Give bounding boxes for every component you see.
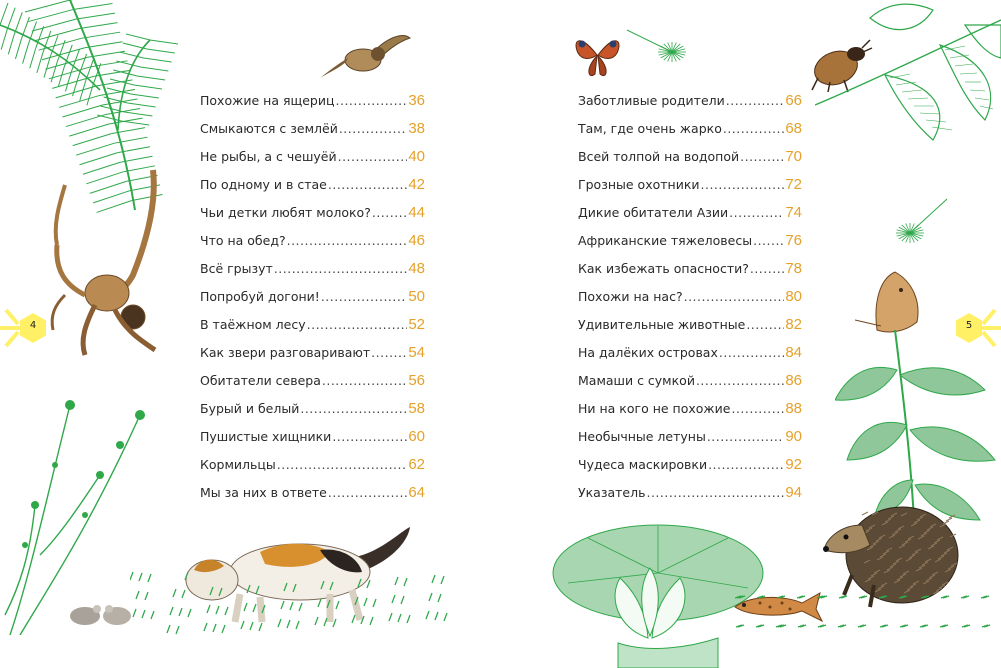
toc-right-column	[578, 92, 802, 512]
peacock-butterfly-illustration	[570, 28, 625, 83]
toc-leader-dots	[707, 429, 785, 444]
toc-entry	[578, 344, 802, 372]
toc-entry	[200, 232, 425, 260]
dandelion-seed-right	[885, 195, 955, 255]
toc-entry-page: 94	[785, 484, 802, 501]
toc-entry-page: 92	[785, 456, 802, 473]
toc-entry-title: Кормильцы	[200, 457, 276, 472]
toc-entry-page: 62	[408, 456, 425, 473]
toc-leader-dots	[723, 121, 784, 136]
toc-leader-dots	[729, 205, 784, 220]
toc-entry-page: 90	[785, 428, 802, 445]
toc-entry	[200, 148, 425, 176]
toc-entry-title: Попробуй догони!	[200, 289, 320, 304]
grass-strokes-right	[735, 590, 1001, 660]
page-number-badge-left	[20, 313, 46, 343]
toc-entry-page: 46	[408, 232, 425, 249]
toc-entry-page: 58	[408, 400, 425, 417]
toc-entry-title: Пушистые хищники	[200, 429, 332, 444]
toc-entry-title: Не рыбы, а с чешуёй	[200, 149, 337, 164]
toc-entry	[200, 260, 425, 288]
toc-entry	[200, 372, 425, 400]
toc-leader-dots	[731, 401, 784, 416]
toc-entry-title: В таёжном лесу	[200, 317, 306, 332]
toc-entry-page: 86	[785, 372, 802, 389]
toc-entry-page: 70	[785, 148, 802, 165]
toc-leader-dots	[338, 149, 408, 164]
toc-entry-title: Как избежать опасности?	[578, 261, 749, 276]
toc-entry	[578, 176, 802, 204]
toc-entry	[578, 456, 802, 484]
toc-leader-dots	[371, 345, 407, 360]
toc-entry	[200, 344, 425, 372]
toc-entry-title: Удивительные животные	[578, 317, 746, 332]
toc-entry	[200, 316, 425, 344]
toc-leader-dots	[336, 93, 408, 108]
toc-leader-dots	[684, 289, 785, 304]
sparrow-illustration	[318, 32, 413, 82]
toc-entry-title: Смыкаются с землёй	[200, 121, 338, 136]
toc-entry-title: На далёких островах	[578, 345, 718, 360]
toc-entry	[200, 288, 425, 316]
toc-entry	[578, 148, 802, 176]
toc-entry	[200, 92, 425, 120]
toc-entry-title: Похожи на нас?	[578, 289, 683, 304]
toc-entry	[200, 456, 425, 484]
page-number-left: 4	[29, 320, 37, 331]
toc-entry-page: 72	[785, 176, 802, 193]
toc-leader-dots	[328, 485, 407, 500]
toc-entry-page: 52	[408, 316, 425, 333]
toc-entry	[578, 428, 802, 456]
toc-entry-title: Похожие на ящериц	[200, 93, 335, 108]
toc-entry-page: 78	[785, 260, 802, 277]
toc-entry-title: Что на обед?	[200, 233, 286, 248]
toc-leader-dots	[708, 457, 784, 472]
toc-entry	[578, 260, 802, 288]
dandelion-seed-top	[622, 20, 692, 70]
toc-entry	[578, 232, 802, 260]
toc-entry-title: Дикие обитатели Азии	[578, 205, 729, 220]
toc-entry-page: 82	[785, 316, 802, 333]
spider-monkey-illustration	[45, 165, 175, 360]
mice-illustration	[65, 596, 140, 631]
toc-entry	[578, 400, 802, 428]
toc-leader-dots	[696, 373, 784, 388]
toc-entry-page: 60	[408, 428, 425, 445]
toc-leader-dots	[746, 317, 784, 332]
toc-entry-page: 64	[408, 484, 425, 501]
toc-leader-dots	[300, 401, 407, 416]
toc-leader-dots	[740, 149, 784, 164]
toc-entry-page: 48	[408, 260, 425, 277]
toc-entry	[578, 120, 802, 148]
toc-entry	[578, 92, 802, 120]
toc-entry	[200, 428, 425, 456]
toc-entry-title: Грозные охотники	[578, 177, 700, 192]
toc-entry-title: По одному и в стае	[200, 177, 327, 192]
toc-entry-title: Всё грызут	[200, 261, 273, 276]
toc-leader-dots	[328, 177, 407, 192]
toc-entry	[578, 204, 802, 232]
toc-entry-title: Всей толпой на водопой	[578, 149, 740, 164]
grass-strokes-left	[130, 560, 460, 640]
toc-entry-title: Ни на кого не похожие	[578, 401, 731, 416]
toc-leader-dots	[750, 261, 784, 276]
badge-ornament-left	[0, 298, 22, 358]
toc-leader-dots	[701, 177, 785, 192]
toc-entry-title: Там, где очень жарко	[578, 121, 722, 136]
toc-leader-dots	[332, 429, 407, 444]
toc-leader-dots	[277, 457, 408, 472]
toc-entry	[200, 204, 425, 232]
toc-entry-page: 40	[408, 148, 425, 165]
toc-entry	[200, 400, 425, 428]
toc-entry-page: 84	[785, 344, 802, 361]
toc-entry-title: Указатель	[578, 485, 646, 500]
toc-leader-dots	[719, 345, 784, 360]
toc-entry	[578, 484, 802, 512]
toc-entry	[200, 484, 425, 512]
toc-entry-page: 68	[785, 120, 802, 137]
toc-entry	[200, 120, 425, 148]
toc-entry-page: 88	[785, 400, 802, 417]
toc-entry-title: Заботливые родители	[578, 93, 725, 108]
toc-leader-dots	[287, 233, 408, 248]
toc-entry-page: 76	[785, 232, 802, 249]
toc-entry-page: 80	[785, 288, 802, 305]
toc-left-column	[200, 92, 425, 512]
toc-entry-page: 54	[408, 344, 425, 361]
page-number-right: 5	[965, 320, 973, 331]
toc-leader-dots	[372, 205, 407, 220]
toc-entry-title: Чьи детки любят молоко?	[200, 205, 371, 220]
toc-entry	[578, 316, 802, 344]
birch-leaves-illustration	[815, 0, 1001, 165]
toc-entry	[200, 176, 425, 204]
toc-entry-page: 66	[785, 92, 802, 109]
toc-entry-title: Как звери разговаривают	[200, 345, 371, 360]
toc-entry-title: Необычные летуны	[578, 429, 706, 444]
toc-leader-dots	[274, 261, 408, 276]
toc-entry-title: Мамаши с сумкой	[578, 373, 695, 388]
toc-entry-title: Обитатели севера	[200, 373, 321, 388]
toc-entry-page: 56	[408, 372, 425, 389]
toc-entry-page: 44	[408, 204, 425, 221]
toc-leader-dots	[753, 233, 784, 248]
toc-entry-page: 36	[408, 92, 425, 109]
toc-entry	[578, 288, 802, 316]
toc-entry-page: 50	[408, 288, 425, 305]
brown-butterfly-illustration	[855, 270, 927, 335]
toc-entry-title: Мы за них в ответе	[200, 485, 327, 500]
toc-leader-dots	[322, 373, 407, 388]
toc-entry-page: 74	[785, 204, 802, 221]
toc-entry-title: Чудеса маскировки	[578, 457, 708, 472]
toc-entry-page: 38	[408, 120, 425, 137]
toc-leader-dots	[339, 121, 407, 136]
toc-entry-page: 42	[408, 176, 425, 193]
toc-leader-dots	[307, 317, 408, 332]
toc-leader-dots	[646, 485, 784, 500]
toc-leader-dots	[726, 93, 785, 108]
toc-entry-title: Бурый и белый	[200, 401, 300, 416]
toc-entry	[578, 372, 802, 400]
toc-leader-dots	[321, 289, 407, 304]
toc-entry-title: Африканские тяжеловесы	[578, 233, 753, 248]
